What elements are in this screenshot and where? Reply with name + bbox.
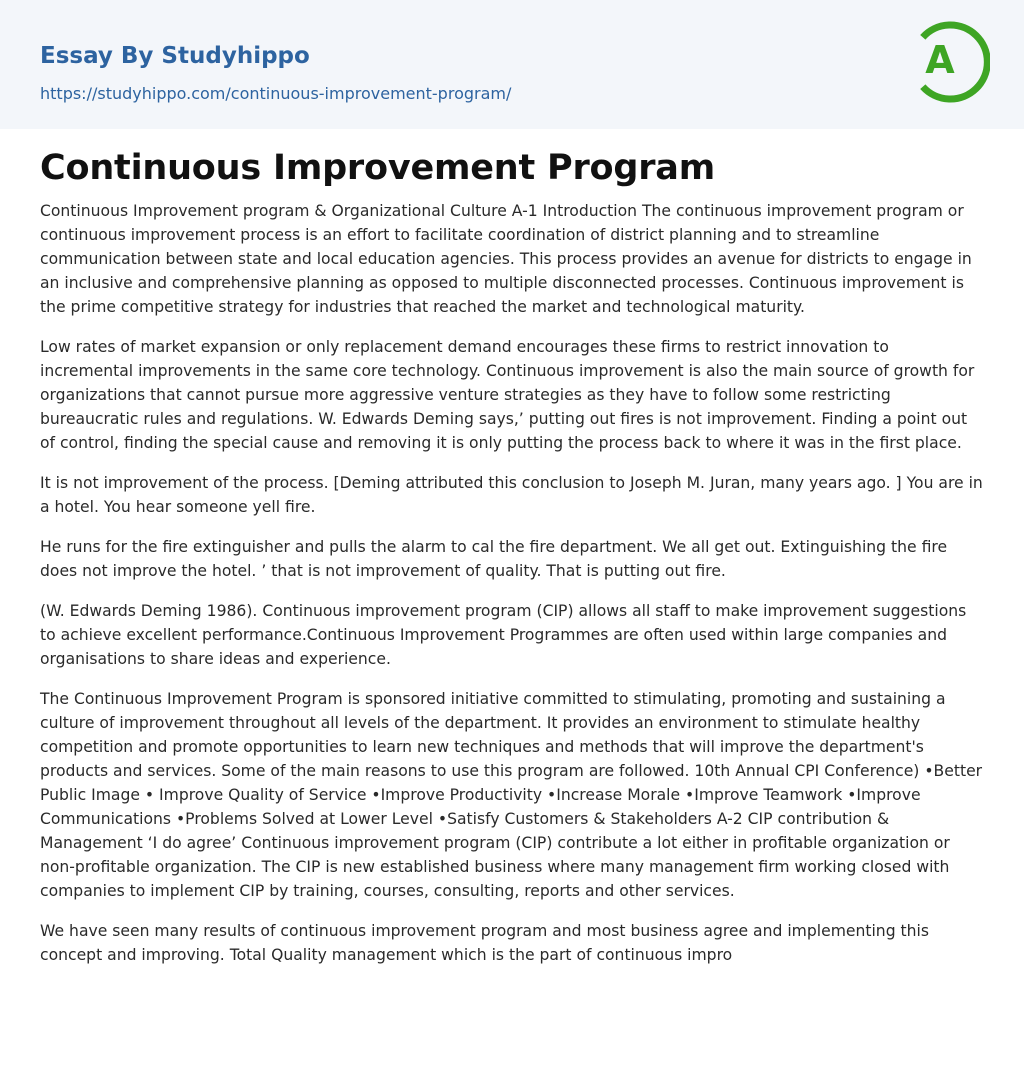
article [40,145,984,983]
paragraph-3: It is not improvement of the process. [Deming attributed this conclusion to Joseph M. Juran, many years ago. ] You are in a hotel. You hear someone yell fire. [40,474,983,516]
paragraph-4: He runs for the fire extinguisher and pulls the alarm to cal the fire department. We all get out. Extinguishing the fire does not improve the hotel. ’ that is not improvement of quality. That is putting out fire. [40,538,948,580]
paragraph-6: The Continuous Improvement Program is sponsored initiative committed to stimulating, promoting and sustaining a culture of improvement throughout all levels of the department. It provides an environment to stimulate healthy competition and promote opportunities to learn new techniques and methods that will improve the department's products and services. Some of the main reasons to use this program are followed. 10th Annual CPI Conference) •Better Public Image • Improve Quality of Service •Improve Productivity •Increase Morale •Improve Teamwork •Improve Communications •Problems Solved at Lower Level •Satisfy Customers & Stakeholders A-2 CIP contribution & Management ‘I do agree’ Continuous improvement program (CIP) contribute a lot either in profitable organization or non-profitable organization. The CIP is new established business where many management firm working closed with companies to implement CIP by training, courses, consulting, reports and other services. [40,690,983,900]
page-title: Continuous Improvement Program [40,148,715,188]
paragraph-1: Continuous Improvement program & Organizational Culture A-1 Introduction The continuous improvement program or continuous improvement process is an effort to facilitate coordination of district planning and to streamline communication between state and local education agencies. This process provides an avenue for districts to engage in an inclusive and comprehensive planning as opposed to multiple disconnected processes. Continuous improvement is the prime competitive strategy for industries that reached the market and technological maturity. [40,202,972,316]
studyhippo-logo[interactable] [910,18,990,106]
paragraph-7: We have seen many results of continuous improvement program and most business agree and implementing this concept and improving. Total Quality management which is the part of continuous impro [40,922,930,964]
paragraph-5: (W. Edwards Deming 1986). Continuous improvement program (CIP) allows all staff to make improvement suggestions to achieve excellent performance.Continuous Improvement Programmes are often used within large companies and organisations to share ideas and experience. [40,602,967,668]
logo-letter: A [925,38,955,82]
source-url-link[interactable]: https://studyhippo.com/continuous-improvement-program/ [40,84,512,103]
site-title[interactable]: Essay By Studyhippo [40,43,310,69]
paragraph-2: Low rates of market expansion or only replacement demand encourages these firms to restrict innovation to incremental improvements in the same core technology. Continuous improvement is also the main source of growth for organizations that cannot pursue more aggressive venture strategies as they have to follow some restricting bureaucratic rules and regulations. W. Edwards Deming says,’ putting out fires is not improvement. Finding a point out of control, finding the special cause and removing it is only putting the process back to where it was in the first place. [40,338,975,452]
site-header [0,0,1024,129]
